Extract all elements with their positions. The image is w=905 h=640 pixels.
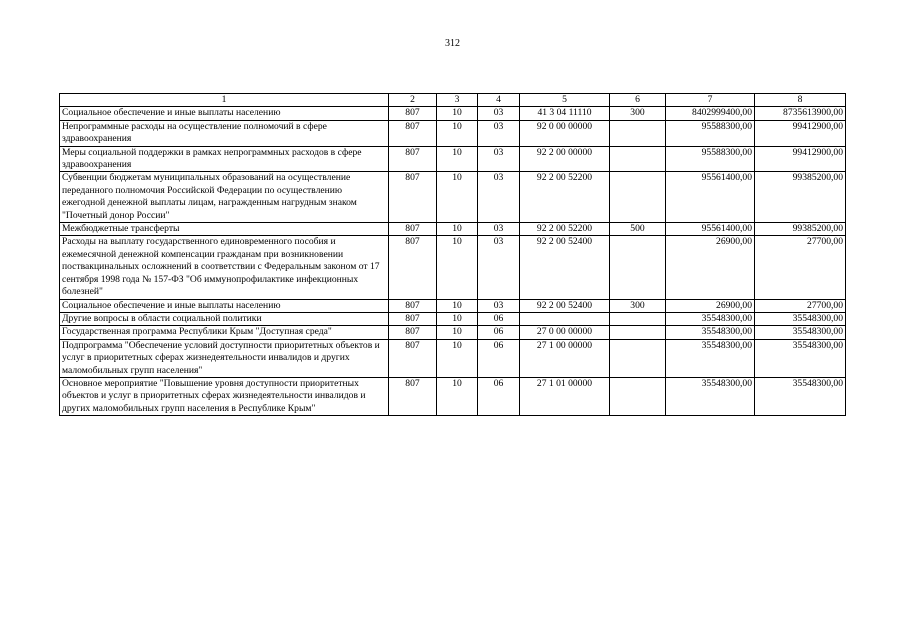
row-amount-year1: 35548300,00 (666, 377, 755, 415)
row-section: 10 (437, 223, 478, 236)
row-section: 10 (437, 107, 478, 120)
row-amount-year1: 26900,00 (666, 236, 755, 299)
row-expense-type (610, 377, 666, 415)
row-amount-year1: 95561400,00 (666, 172, 755, 223)
row-target-article (520, 312, 610, 325)
row-amount-year2: 35548300,00 (755, 326, 846, 339)
row-expense-type (610, 120, 666, 146)
table-row (60, 377, 846, 415)
row-name: Основное мероприятие "Повышение уровня доступности приоритетных объектов и услуг в приоритетных сферах жизнедеятельности инвалидов и других маломобильных групп населения в Республике Крым" (60, 377, 389, 415)
row-section: 10 (437, 339, 478, 377)
row-ministry-code: 807 (389, 107, 437, 120)
row-expense-type (610, 312, 666, 325)
row-ministry-code: 807 (389, 377, 437, 415)
budget-table (59, 93, 846, 416)
row-name: Межбюджетные трансферты (60, 223, 389, 236)
row-section: 10 (437, 377, 478, 415)
row-section: 10 (437, 146, 478, 172)
row-expense-type: 500 (610, 223, 666, 236)
row-name: Социальное обеспечение и иные выплаты населению (60, 107, 389, 120)
row-name: Расходы на выплату государственного единовременного пособия и ежемесячной денежной компенсации гражданам при возникновении поствакцинальных осложнений в соответствии с Федеральным законом от 17 сентября 1998 года № 157-ФЗ "Об иммунопрофилактике инфекционных болезней" (60, 236, 389, 299)
row-amount-year1: 95588300,00 (666, 146, 755, 172)
row-target-article: 92 2 00 52400 (520, 236, 610, 299)
row-amount-year2: 99412900,00 (755, 120, 846, 146)
row-amount-year1: 35548300,00 (666, 326, 755, 339)
row-ministry-code: 807 (389, 223, 437, 236)
row-amount-year2: 27700,00 (755, 236, 846, 299)
page-number: 312 (445, 38, 460, 49)
row-name: Государственная программа Республики Крым "Доступная среда" (60, 326, 389, 339)
row-amount-year1: 95561400,00 (666, 223, 755, 236)
header-row (60, 94, 846, 107)
row-subsection: 03 (478, 223, 520, 236)
row-subsection: 06 (478, 326, 520, 339)
row-ministry-code: 807 (389, 146, 437, 172)
row-target-article: 27 0 00 00000 (520, 326, 610, 339)
header-cell-3: 3 (437, 94, 478, 107)
row-amount-year1: 26900,00 (666, 299, 755, 312)
row-section: 10 (437, 172, 478, 223)
row-ministry-code: 807 (389, 236, 437, 299)
header-cell-1: 1 (60, 94, 389, 107)
row-name: Другие вопросы в области социальной политики (60, 312, 389, 325)
row-expense-type: 300 (610, 299, 666, 312)
table-row (60, 339, 846, 377)
row-amount-year2: 99385200,00 (755, 172, 846, 223)
row-section: 10 (437, 236, 478, 299)
row-name: Субвенции бюджетам муниципальных образований на осуществление переданного полномочия Российской Федерации по осуществлению ежегодной денежной выплаты лицам, награжденным нагрудным знаком "Почетный донор России" (60, 172, 389, 223)
row-name: Социальное обеспечение и иные выплаты населению (60, 299, 389, 312)
row-amount-year1: 35548300,00 (666, 339, 755, 377)
header-cell-8: 8 (755, 94, 846, 107)
row-amount-year2: 35548300,00 (755, 312, 846, 325)
row-amount-year1: 8402999400,00 (666, 107, 755, 120)
row-name: Непрограммные расходы на осуществление полномочий в сфере здравоохранения (60, 120, 389, 146)
row-target-article: 92 0 00 00000 (520, 120, 610, 146)
row-subsection: 06 (478, 312, 520, 325)
row-section: 10 (437, 326, 478, 339)
row-expense-type (610, 172, 666, 223)
row-target-article: 27 1 00 00000 (520, 339, 610, 377)
row-subsection: 03 (478, 107, 520, 120)
row-subsection: 03 (478, 236, 520, 299)
row-amount-year1: 95588300,00 (666, 120, 755, 146)
row-ministry-code: 807 (389, 299, 437, 312)
row-amount-year2: 99412900,00 (755, 146, 846, 172)
header-cell-4: 4 (478, 94, 520, 107)
table-row (60, 312, 846, 325)
row-amount-year2: 8735613900,00 (755, 107, 846, 120)
row-section: 10 (437, 312, 478, 325)
row-expense-type (610, 236, 666, 299)
row-name: Подпрограмма "Обеспечение условий доступности приоритетных объектов и услуг в приоритетных сферах жизнедеятельности инвалидов и других маломобильных групп населения" (60, 339, 389, 377)
table-row (60, 223, 846, 236)
row-name: Меры социальной поддержки в рамках непрограммных расходов в сфере здравоохранения (60, 146, 389, 172)
row-subsection: 03 (478, 172, 520, 223)
row-section: 10 (437, 299, 478, 312)
row-subsection: 03 (478, 299, 520, 312)
table-row (60, 146, 846, 172)
row-subsection: 03 (478, 146, 520, 172)
row-amount-year1: 35548300,00 (666, 312, 755, 325)
table-row (60, 120, 846, 146)
row-expense-type: 300 (610, 107, 666, 120)
table-row (60, 299, 846, 312)
row-ministry-code: 807 (389, 172, 437, 223)
row-target-article: 92 2 00 52200 (520, 223, 610, 236)
header-cell-6: 6 (610, 94, 666, 107)
row-expense-type (610, 339, 666, 377)
row-amount-year2: 99385200,00 (755, 223, 846, 236)
table-row (60, 172, 846, 223)
row-expense-type (610, 146, 666, 172)
row-ministry-code: 807 (389, 326, 437, 339)
row-ministry-code: 807 (389, 339, 437, 377)
row-subsection: 06 (478, 339, 520, 377)
row-amount-year2: 27700,00 (755, 299, 846, 312)
header-cell-7: 7 (666, 94, 755, 107)
row-expense-type (610, 326, 666, 339)
row-ministry-code: 807 (389, 120, 437, 146)
row-target-article: 92 2 00 52200 (520, 172, 610, 223)
row-target-article: 92 2 00 00000 (520, 146, 610, 172)
header-cell-2: 2 (389, 94, 437, 107)
row-section: 10 (437, 120, 478, 146)
row-subsection: 03 (478, 120, 520, 146)
header-cell-5: 5 (520, 94, 610, 107)
row-amount-year2: 35548300,00 (755, 339, 846, 377)
row-ministry-code: 807 (389, 312, 437, 325)
row-target-article: 92 2 00 52400 (520, 299, 610, 312)
table-row (60, 107, 846, 120)
row-subsection: 06 (478, 377, 520, 415)
row-amount-year2: 35548300,00 (755, 377, 846, 415)
row-target-article: 41 3 04 11110 (520, 107, 610, 120)
row-target-article: 27 1 01 00000 (520, 377, 610, 415)
table-row (60, 326, 846, 339)
table-row (60, 236, 846, 299)
